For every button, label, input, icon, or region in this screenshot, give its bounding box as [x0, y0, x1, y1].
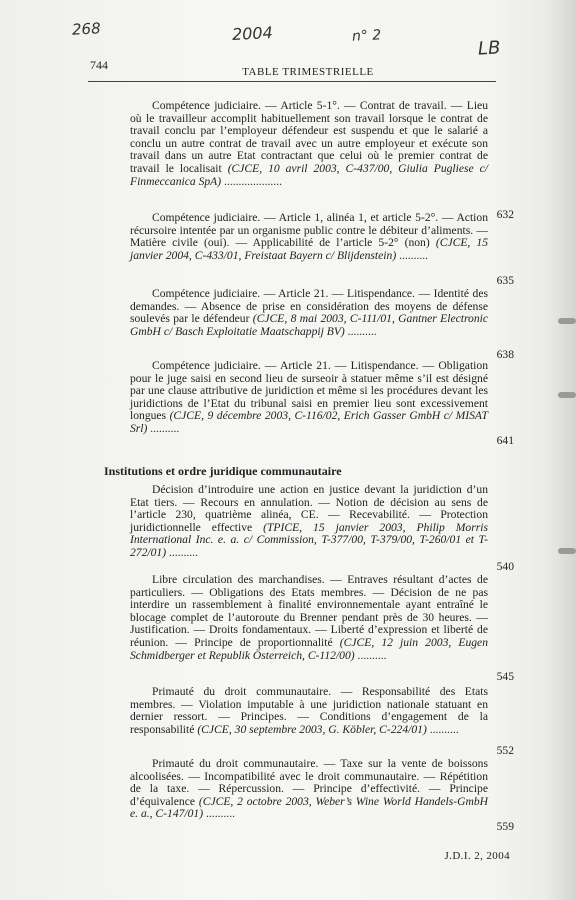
entry-citation: (CJCE, 9 décembre 2003, C-116/02, Erich Gasser GmbH c/ MISAT Srl): [130, 409, 488, 435]
handwritten-note-1: 268: [71, 19, 102, 39]
entry-page-number: 552: [496, 744, 514, 757]
entry-text: Compétence judiciaire. — Article 1, alinéa 1, et article 5-2°. — Action récursoire intentée par un organisme public contre le débiteur d’aliments. — Matière civile (oui). — Applicabilité de l’article 5-2° (non): [130, 211, 488, 250]
handwritten-note-2: 2004: [231, 22, 274, 45]
entry-page-number: 540: [496, 560, 514, 573]
entry-page-number: 641: [496, 434, 514, 447]
entry-7: Primauté du droit communautaire. — Responsabilité des Etats membres. — Violation imputable à une juridiction nationale statuant en dernier ressort. — Principes. — Conditions d’engagement de la responsabilité (CJCE, 30 septembre 2003, G. Köbler, C-224/01) ..........: [130, 685, 488, 736]
entry-text: Décision d’introduire une action en justice devant la juridiction d’un Etat tiers. — Recours en annulation. — Notion de décision au sens de l’article 230, quatrième alinéa, CE. — Recevabilité. — Protection juridictionnelle effective: [130, 483, 488, 534]
header-rule: [88, 81, 496, 82]
entry-5: Décision d’introduire une action en justice devant la juridiction d’un Etat tiers. — Recours en annulation. — Notion de décision au sens de l’article 230, quatrième alinéa, CE. — Recevabilité. — Protection juridictionnelle effective (TPICE, 15 janvier 2003, Philip Morris International Inc. e. a. c/ Commission, T-377/00, T-379/00, T-260/01 et T-272/01) ..........: [130, 483, 488, 559]
entry-page-number: 635: [496, 274, 514, 287]
entry-2: Compétence judiciaire. — Article 1, alinéa 1, et article 5-2°. — Action récursoire intentée par un organisme public contre le débiteur d’aliments. — Matière civile (oui). — Applicabilité de l’article 5-2° (non) (CJCE, 15 janvier 2004, C-433/01, Freistaat Bayern c/ Blijdenstein) ..........: [130, 211, 488, 262]
entry-citation: (CJCE, 10 avril 2003, C-437/00, Giulia Pugliese c/ Finmeccanica SpA): [130, 161, 488, 188]
binder-clip: [558, 318, 576, 324]
entry-citation: (CJCE, 2 octobre 2003, Weber’s Wine World Handels-GmbH e. a., C-147/01): [130, 794, 488, 821]
entry-6: Libre circulation des marchandises. — Entraves résultant d’actes de particuliers. — Obligations des Etats membres. — Décision de ne pas interdire un rassemblement à finalité environnementale ayant entraîné le blocage complet de l’autoroute du Brenner pendant près de 30 heures. — Justification. — Droits fondamentaux. — Liberté d’expression et liberté de réunion. — Principe de proportionnalité (CJCE, 12 juin 2003, Eugen Schmidberger et Republik Österreich, C-112/00) ..........: [130, 573, 489, 662]
handwritten-note-3: n° 2: [351, 27, 382, 45]
entry-page-number: 638: [496, 348, 514, 361]
entry-text: Libre circulation des marchandises. — Entraves résultant d’actes de particuliers. — Obligations des Etats membres. — Décision de ne pas interdire un rassemblement à finalité environnementale ayant entraîné le blocage complet de l’autoroute du Brenner pendant près de 30 heures. — Justification. — Droits fondamentaux. — Liberté d’expression et liberté de réunion. — Principe de proportionnalité: [130, 573, 488, 649]
section-heading: Institutions et ordre juridique communautaire: [104, 464, 342, 478]
entry-page-number: 632: [496, 208, 514, 221]
entry-text: Compétence judiciaire. — Article 21. — Litispendance. — Obligation pour le juge saisi en second lieu de surseoir à statuer même s’il est désigné par une clause attributive de juridiction et même si les procédures devant les juridictions de l’Etat du tribunal saisi en premier lieu sont excessivement longues: [130, 359, 488, 423]
binder-clip: [558, 548, 576, 554]
entry-4: Compétence judiciaire. — Article 21. — Litispendance. — Obligation pour le juge saisi en second lieu de surseoir à statuer même s’il est désigné par une clause attributive de juridiction et même si les procédures devant les juridictions de l’Etat du tribunal saisi en premier lieu sont excessivement longues (CJCE, 9 décembre 2003, C-116/02, Erich Gasser GmbH c/ MISAT Srl) ..........: [130, 359, 488, 435]
entry-citation: (CJCE, 15 janvier 2004, C-433/01, Freistaat Bayern c/ Blijdenstein): [130, 236, 488, 262]
entry-text: Primauté du droit communautaire. — Responsabilité des Etats membres. — Violation imputable à une juridiction nationale statuant en dernier ressort. — Principes. — Conditions d’engagement de la responsabilité: [130, 685, 488, 736]
entry-page-number: 559: [496, 820, 514, 833]
entry-citation: (CJCE, 30 septembre 2003, G. Köbler, C-224/01): [197, 722, 427, 736]
entry-text: Primauté du droit communautaire. — Taxe sur la vente de boissons alcoolisées. — Incompatibilité avec le droit communautaire. — Répétition de la taxe. — Répercussion. — Principe d’effectivité. — Principe d’équivalence: [130, 757, 488, 808]
page-shadow: [546, 0, 576, 900]
running-title: TABLE TRIMESTRIELLE: [242, 66, 374, 78]
entry-page-number: 545: [496, 670, 514, 683]
handwritten-note-4: LB: [477, 37, 501, 60]
entry-text: Compétence judiciaire. — Article 21. — Litispendance. — Identité des demandes. — Absence de prise en considération des moyens de défense soulevés par le défendeur: [130, 287, 488, 326]
entry-citation: (TPICE, 15 janvier 2003, Philip Morris International Inc. e. a. c/ Commission, T-377/00, T-379/00, T-260/01 et T-272/01): [130, 520, 488, 559]
entry-8: Primauté du droit communautaire. — Taxe sur la vente de boissons alcoolisées. — Incompatibilité avec le droit communautaire. — Répétition de la taxe. — Répercussion. — Principe d’effectivité. — Principe d’équivalence (CJCE, 2 octobre 2003, Weber’s Wine World Handels-GmbH e. a., C-147/01) ..........: [130, 757, 488, 821]
journal-footer: J.D.I. 2, 2004: [444, 850, 510, 862]
entry-citation: (CJCE, 8 mai 2003, C-111/01, Gantner Electronic GmbH c/ Basch Exploitatie Maatschappij BV): [130, 312, 489, 338]
entry-1: Compétence judiciaire. — Article 5-1°. — Contrat de travail. — Lieu où le travailleur accomplit habituellement son travail lorsque le contrat de travail conclu par l’employeur défendeur est suspendu et que le salarié a conclu un autre contrat de travail avec un autre employeur et exécute son travail dans un autre Etat contractant que celui où le premier contrat de travail le localisait (CJCE, 10 avril 2003, C-437/00, Giulia Pugliese c/ Finmeccanica SpA) ....................: [130, 99, 488, 188]
entry-citation: (CJCE, 12 juin 2003, Eugen Schmidberger et Republik Österreich, C-112/00): [130, 635, 489, 662]
entry-text: Compétence judiciaire. — Article 5-1°. — Contrat de travail. — Lieu où le travailleur accomplit habituellement son travail lorsque le contrat de travail conclu par l’employeur défendeur est suspendu et que le salarié a conclu un autre contrat de travail avec un autre employeur et exécute son travail dans un autre Etat contractant que celui où le premier contrat de travail le localisait: [130, 99, 488, 175]
page-number: 744: [90, 58, 108, 72]
entry-3: Compétence judiciaire. — Article 21. — Litispendance. — Identité des demandes. — Absence de prise en considération des moyens de défense soulevés par le défendeur (CJCE, 8 mai 2003, C-111/01, Gantner Electronic GmbH c/ Basch Exploitatie Maatschappij BV) ..........: [130, 287, 489, 338]
binder-clip: [558, 392, 576, 398]
